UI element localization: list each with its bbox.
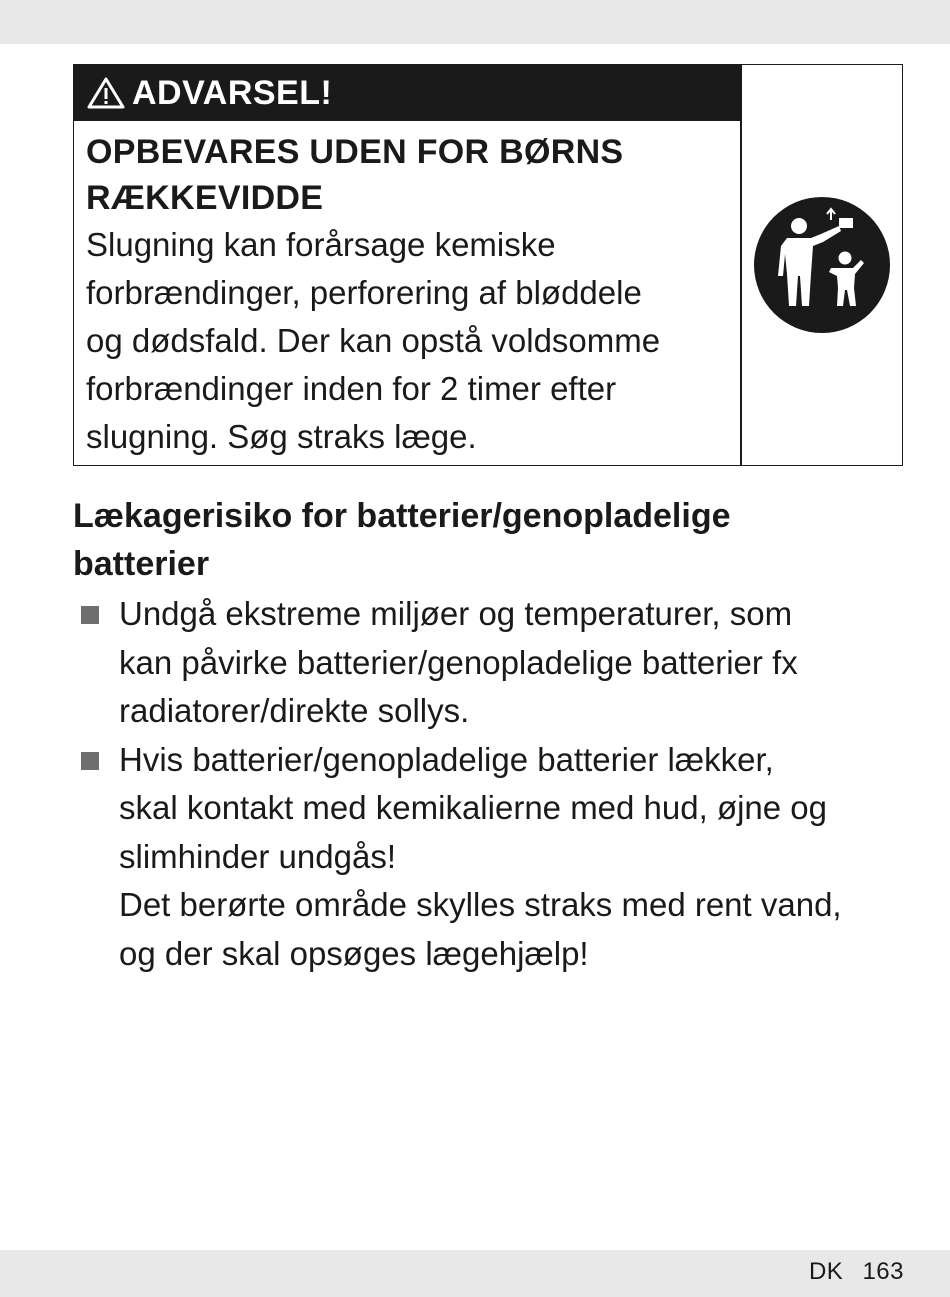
bullet-line: Det berørte område skylles straks med rent vand, [119, 886, 842, 923]
warning-subheading-line: OPBEVARES UDEN FOR BØRNS [86, 133, 624, 171]
square-bullet-icon [81, 606, 99, 624]
section-title-line: batterier [73, 545, 210, 583]
square-bullet-icon [81, 752, 99, 770]
warning-body-line: og dødsfald. Der kan opstå voldsomme [86, 322, 661, 359]
bullet-line: Undgå ekstreme miljøer og temperaturer, som [119, 595, 793, 632]
list-item [73, 590, 913, 736]
warning-header-label: ADVARSEL! [132, 73, 333, 112]
bullet-list [73, 590, 913, 978]
warning-body [74, 221, 740, 461]
bullet-line: slimhinder undgås! [119, 837, 396, 875]
warning-body-line: forbrændinger, perforering af bløddele [86, 274, 642, 311]
warning-body-line: slugning. Søg straks læge. [86, 418, 477, 455]
bullet-line: Hvis batterier/genopladelige batterier lækker, [119, 740, 774, 778]
top-margin-band [0, 0, 950, 44]
warning-body-line: Slugning kan forårsage kemiske [86, 226, 556, 263]
keep-away-from-children-icon [753, 196, 891, 334]
bottom-margin-band [0, 1250, 950, 1297]
section-title-line: Lækagerisiko for batterier/genopladelige [73, 497, 731, 535]
page-number: 163 [862, 1258, 904, 1285]
bullet-line: kan påvirke batterier/genopladelige batterier fx [119, 643, 798, 681]
warning-body-line: forbrændinger inden for 2 timer efter [86, 370, 617, 407]
warning-triangle-icon [86, 76, 126, 110]
bullet-line: radiatorer/direkte sollys. [119, 692, 470, 729]
list-item [73, 736, 913, 979]
bullet-line: skal kontakt med kemikalierne med hud, øjne og [119, 789, 828, 826]
warning-text-column [74, 65, 740, 465]
warning-subheading-line: RÆKKEVIDDE [86, 179, 324, 217]
bullet-line: og der skal opsøges lægehjælp! [119, 934, 589, 972]
page-footer [809, 1258, 904, 1286]
warning-subheading [74, 121, 740, 221]
footer-language: DK [808, 1258, 844, 1285]
section-title [73, 492, 913, 588]
warning-box [73, 64, 903, 466]
warning-icon-column [742, 65, 902, 465]
warning-header [74, 65, 740, 121]
